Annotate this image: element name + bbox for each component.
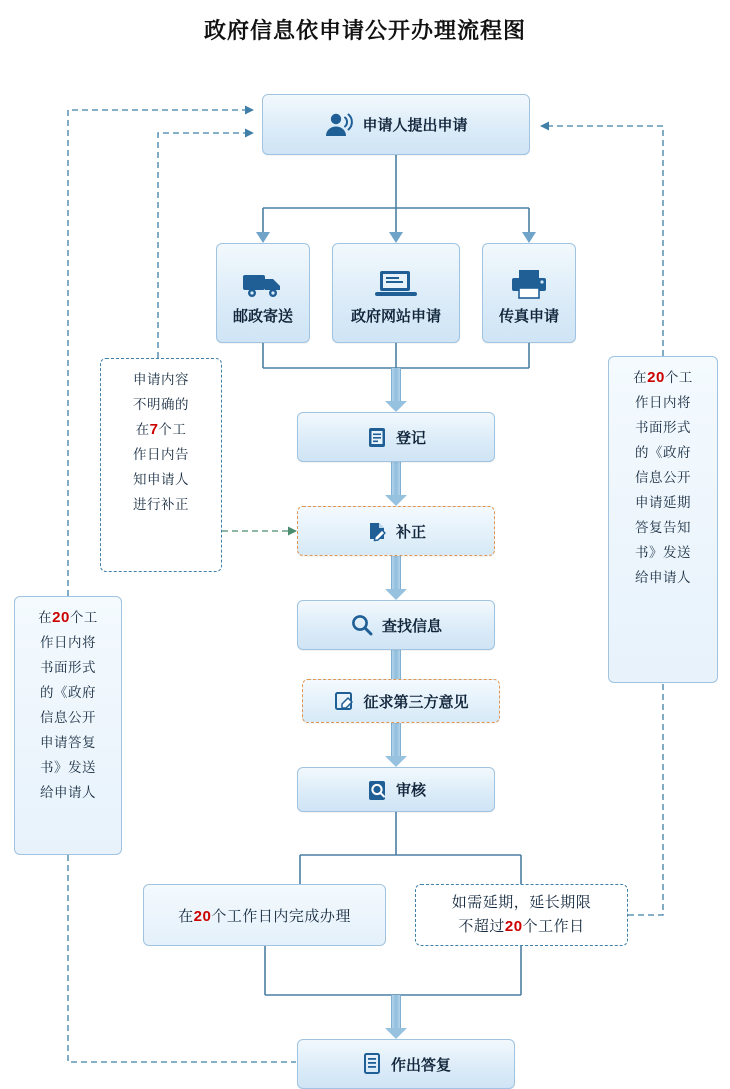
note-answer-highlight: 20	[52, 609, 70, 626]
magnifier-icon	[350, 613, 374, 637]
note-delay-line-1: 如需延期，延长期限	[451, 894, 592, 911]
node-fax-label: 传真申请	[498, 307, 559, 325]
note-extension-line-7: 答复告知	[635, 520, 691, 535]
note-extension-line-2: 作日内将	[635, 395, 691, 410]
note-extension-line-8: 书》发送	[635, 545, 691, 560]
note-delay	[415, 884, 628, 946]
note-answer	[14, 596, 122, 855]
node-register[interactable]	[297, 412, 495, 462]
node-reply[interactable]	[297, 1039, 515, 1089]
node-apply-label: 申请人提出申请	[362, 117, 468, 134]
arrow-outcomes-to-reply	[385, 995, 407, 1039]
arrow-thirdparty-to-review	[385, 723, 407, 767]
note-finish-suffix: 个工作日内完成办理	[211, 907, 351, 925]
laptop-icon	[373, 267, 419, 301]
node-web[interactable]	[332, 243, 460, 343]
printer-icon	[507, 267, 551, 301]
note-finish	[143, 884, 386, 946]
note-extension-highlight: 20	[647, 369, 665, 386]
node-fax[interactable]	[482, 243, 576, 343]
note-answer-line-7: 书》发送	[40, 760, 96, 775]
node-apply[interactable]	[262, 94, 530, 155]
arrow-channels-to-register	[385, 368, 407, 412]
note-extension-line-5: 信息公开	[635, 470, 691, 485]
note-extension-line-4: 的《政府	[635, 445, 691, 460]
note-answer-line-3: 书面形式	[40, 660, 96, 675]
note-correction	[100, 358, 222, 572]
note-finish-prefix: 在	[178, 907, 194, 925]
note-correction-line-2: 不明确的	[133, 397, 189, 412]
note-answer-line-8: 给申请人	[40, 785, 96, 800]
edit-document-icon	[333, 690, 355, 712]
arrow-correct-to-search	[385, 556, 407, 600]
note-correction-line-5: 知申请人	[133, 472, 189, 487]
arrow-register-to-correct	[385, 462, 407, 506]
truck-icon	[241, 267, 285, 301]
pen-icon	[366, 519, 388, 543]
note-correction-line-6: 进行补正	[133, 497, 189, 512]
note-finish-highlight: 20	[193, 907, 212, 925]
node-post-label: 邮政寄送	[232, 307, 293, 325]
note-correction-line-1: 申请内容	[133, 372, 189, 387]
note-correction-highlight: 7	[149, 421, 159, 438]
note-answer-line-1: 在20个工	[38, 609, 98, 626]
note-correction-line-3: 在7个工	[135, 421, 187, 438]
node-thirdparty[interactable]	[302, 679, 500, 723]
note-extension-line-9: 给申请人	[635, 570, 691, 585]
node-review[interactable]	[297, 767, 495, 812]
note-answer-line-4: 的《政府	[40, 685, 96, 700]
document-search-icon	[366, 778, 388, 802]
node-post[interactable]	[216, 243, 310, 343]
note-answer-line-2: 作日内将	[40, 635, 96, 650]
node-correct-label: 补正	[395, 523, 426, 541]
node-web-label: 政府网站申请	[350, 307, 441, 325]
node-review-label: 审核	[395, 782, 426, 799]
note-extension-line-1: 在20个工	[633, 369, 693, 386]
page-title: 政府信息依申请公开办理流程图	[203, 18, 526, 43]
document-icon	[361, 1052, 383, 1076]
note-extension-line-6: 申请延期	[635, 495, 691, 510]
note-delay-prefix: 不超过	[458, 918, 505, 935]
node-reply-label: 作出答复	[390, 1056, 451, 1074]
person-icon	[324, 111, 354, 139]
note-answer-line-5: 信息公开	[40, 710, 96, 725]
node-search-label: 查找信息	[381, 617, 442, 635]
node-correct[interactable]	[297, 506, 495, 556]
node-search[interactable]	[297, 600, 495, 650]
note-extension-line-3: 书面形式	[635, 420, 691, 435]
note-delay-suffix: 个工作日	[522, 918, 585, 935]
node-register-label: 登记	[395, 429, 426, 447]
note-delay-line-2	[458, 915, 584, 939]
note-answer-line-6: 申请答复	[40, 735, 96, 750]
note-correction-line-4: 作日内告	[133, 447, 189, 462]
note-delay-highlight: 20	[504, 918, 523, 935]
clipboard-icon	[366, 425, 388, 449]
node-thirdparty-label: 征求第三方意见	[363, 693, 469, 711]
note-extension	[608, 356, 718, 683]
